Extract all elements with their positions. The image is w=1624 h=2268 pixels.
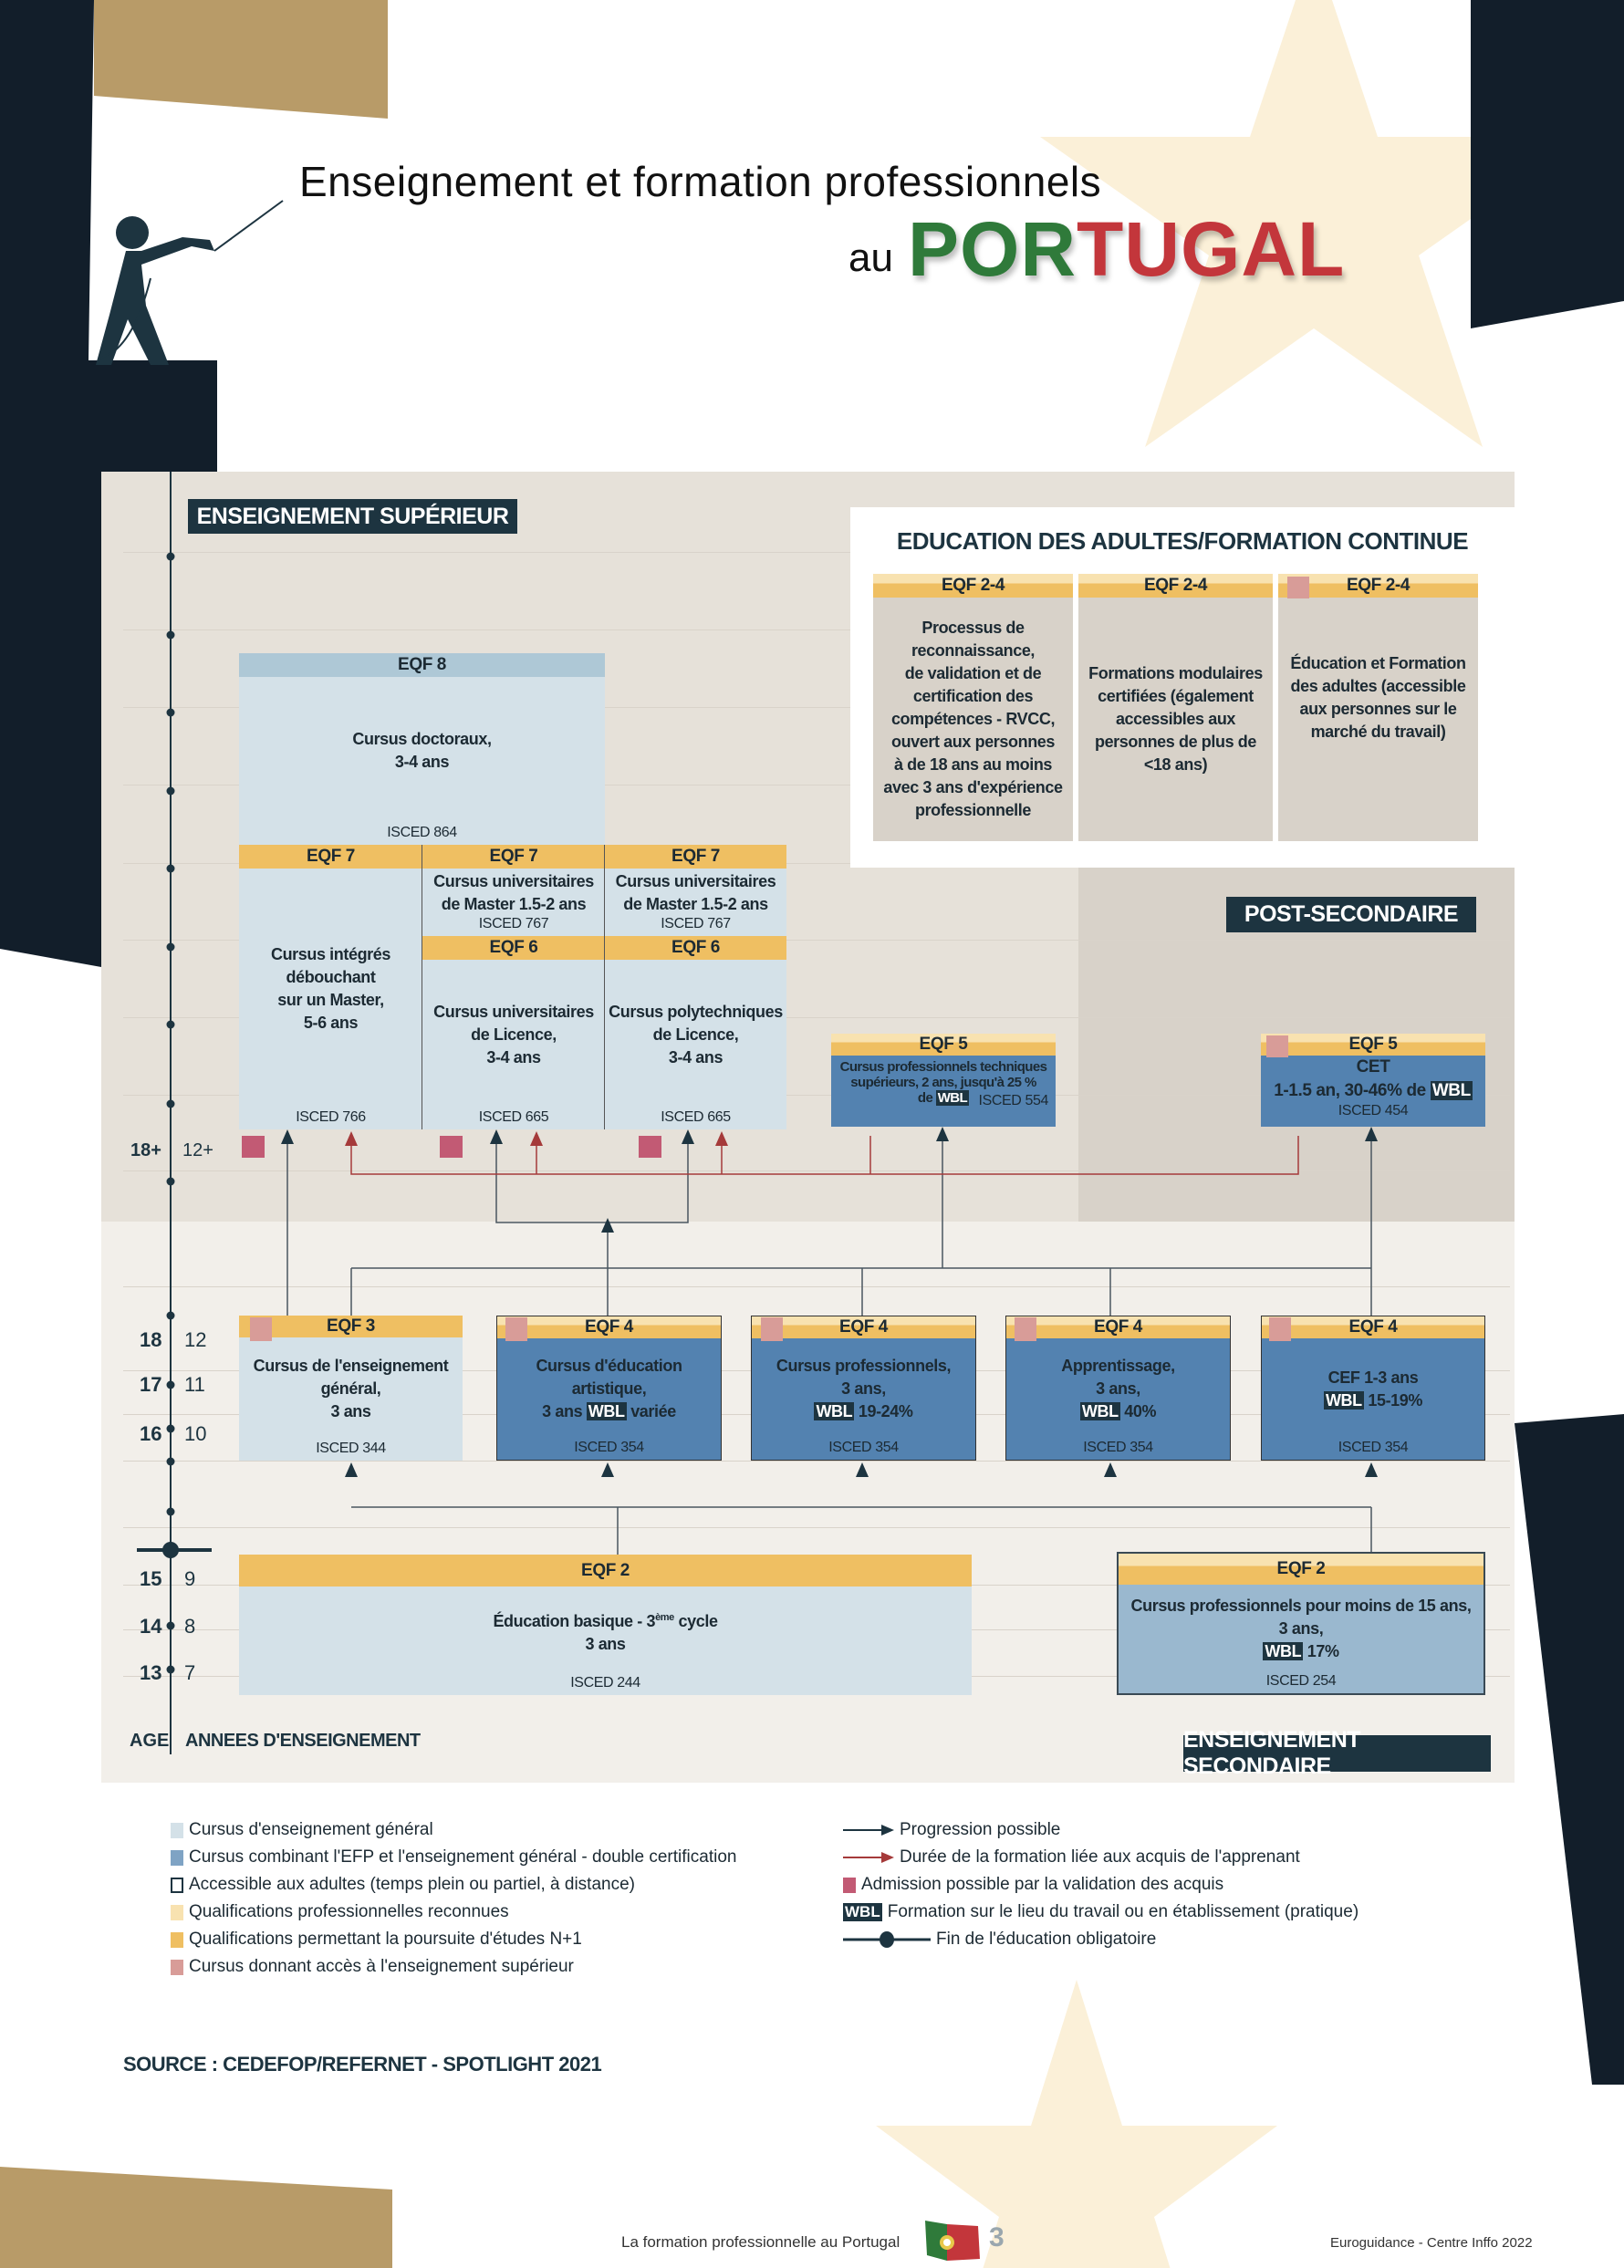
legend-swatch-icon [171,1905,183,1920]
admission-square-icon [843,1878,856,1893]
adult-text-line: des adultes (accessible [1290,677,1466,695]
legend-item: Progression possible [843,1820,1060,1840]
legend-swatch-icon [171,1960,183,1975]
wbl-badge: WBL [1265,1642,1302,1660]
arrowhead-icon [682,1129,694,1144]
legend-item: Durée de la formation liée aux acquis de l'apprenant [843,1847,1300,1867]
axis-tick-dot [167,631,175,640]
legend-item: WBL Formation sur le lieu du travail ou en établissement (pratique) [845,1902,1359,1921]
legend-item: Qualifications professionnelles reconnues [171,1902,509,1922]
wbl-badge: WBL [937,1090,968,1106]
eqf-label: EQF 4 [497,1316,721,1338]
adult-text-line: marché du travail) [1310,723,1446,741]
legend-item: Cursus d'enseignement général [171,1820,433,1840]
apprenticeship-box: EQF 4 Apprentissage, 3 ans, WBL 40% ISCED 354 [1005,1316,1231,1461]
page-number: 3 [989,2222,1005,2252]
access-square-icon [250,1317,272,1341]
eqf-label: EQF 2 [239,1555,972,1587]
axis-tick-dot [167,1622,175,1630]
age-label: 18+ [130,1140,161,1160]
arrowhead-icon [856,1462,869,1477]
access-square-icon [1287,577,1309,598]
year-label: 12+ [182,1140,213,1160]
age-label: 18 [140,1328,162,1351]
adult-text-line: Éducation et Formation [1290,654,1466,672]
arrowhead-icon [1365,1462,1378,1477]
legend-item: Cursus donnant accès à l'enseignement supérieur [171,1957,574,1977]
adult-text-line: ouvert aux personnes [890,733,1056,751]
adult-text-line: à de 18 ans au moins [893,755,1053,774]
arrowhead-icon [936,1127,949,1141]
basic-education-box: EQF 2 Éducation basique - 3ème cycle 3 ans ISCED 244 [239,1555,972,1695]
axis-tick-dot [167,865,175,873]
title-au: au [848,235,893,280]
year-label: 7 [184,1661,196,1684]
adult-text-line: accessibles aux [1115,710,1236,728]
legend-swatch-icon [171,1823,183,1838]
year-label: 9 [184,1567,196,1590]
eqf-label: EQF 2-4 [1078,574,1273,598]
divider [604,845,605,1129]
eqf8-doctoral-box: EQF 8 Cursus doctoraux, 3-4 ans ISCED 864 [239,653,605,845]
axis-tick-dot [167,1381,175,1389]
legend-swatch-icon [171,1878,183,1893]
country-logo-text: PORTUGAL [908,206,1346,292]
arrowhead-icon [715,1131,728,1146]
age-label: 13 [140,1661,162,1684]
axis-tick-dot [167,1508,175,1516]
wbl-badge: WBL [816,1402,853,1420]
legend-swatch-icon [171,1850,183,1866]
arrowhead-icon [530,1131,543,1146]
eqf-label: EQF 4 [1262,1316,1484,1338]
access-square-icon [505,1317,527,1341]
admission-square-icon [639,1136,661,1158]
year-label: 11 [184,1373,205,1396]
axis-tick-dot [167,1178,175,1186]
adult-text-line: aux personnes sur le [1299,700,1457,718]
polytechnic-box: EQF 7 Cursus universitaires de Master 1.5-2 ans ISCED 767 EQF 6 Cursus polytechniques de Licence, 3-4 ans ISCED 665 [605,845,786,1129]
axis-tick-dot [167,943,175,952]
axis-tick-dot [167,1666,175,1674]
adult-text-line: professionnelle [914,801,1032,819]
section-label-secondaire: ENSEIGNEMENT SECONDAIRE [1183,1735,1491,1772]
arrowhead-icon [281,1129,294,1144]
legend-item: Qualifications permettant la poursuite d'études N+1 [171,1930,582,1950]
axis-tick-dot [167,1458,175,1466]
axis-tick-dot [167,1425,175,1433]
arrowhead-icon [1104,1462,1117,1477]
adult-text-line: Processus de [921,619,1025,637]
legend-swatch-icon [171,1932,183,1948]
arrowhead-icon [345,1131,358,1146]
axis-tick-dot [167,709,175,717]
section-label-adultes: EDUCATION DES ADULTES/FORMATION CONTINUE [896,527,1469,555]
eqf-label: EQF 4 [1006,1316,1230,1338]
axis-tick-dot [167,1100,175,1108]
age-label: 17 [140,1373,162,1396]
legend-item: Fin de l'éducation obligatoire [843,1930,1156,1950]
arrowhead-icon [601,1218,614,1233]
eqf-label: EQF 2 [1119,1554,1483,1585]
axis-tick-dot [167,553,175,561]
adult-text-line: certification des [912,687,1034,705]
wbl-badge-icon: WBL [845,1903,880,1920]
arrowhead-icon [1365,1127,1378,1141]
integrated-master-box: EQF 7 Cursus intégrés débouchant sur un Master, 5-6 ans ISCED 766 [239,845,422,1129]
eqf-label: EQF 6 [422,936,605,960]
adult-text-line: compétences - RVCC, [890,710,1056,728]
portugal-flag-icon [923,2217,982,2263]
isced-label: ISCED 864 [387,825,457,840]
axis-years-title: ANNEES D'ENSEIGNEMENT [185,1731,421,1751]
eqf-label: EQF 6 [605,936,786,960]
access-square-icon [1269,1317,1291,1341]
age-label: 15 [140,1567,162,1590]
axis-tick-dot [167,1312,175,1320]
eqf-label: EQF 7 [605,845,786,869]
cet-box: EQF 5 CET 1-1.5 an, 30-46% de WBL ISCED 454 [1261,1034,1485,1127]
legend-item: Admission possible par la validation des acquis [843,1875,1223,1895]
eqf-label: EQF 7 [239,845,422,869]
pro-under15-box: EQF 2 Cursus professionnels pour moins de 15 ans, 3 ans, WBL 17% ISCED 254 [1117,1552,1485,1695]
adult-text-line: reconnaissance, [911,641,1036,660]
access-square-icon [761,1317,783,1341]
adult-text-line: avec 3 ans d'expérience [883,778,1063,796]
year-label: 10 [184,1422,207,1445]
adult-rvcc-box [873,574,1073,841]
adult-text-line: <18 ans) [1143,755,1208,774]
arrowhead-icon [490,1129,503,1144]
year-label: 12 [184,1328,207,1351]
axis-tick-dot [167,787,175,796]
footer-title: La formation professionnelle au Portugal [621,2233,900,2251]
age-label: 14 [140,1615,162,1638]
year-label: 8 [184,1615,196,1638]
access-square-icon [1015,1317,1036,1341]
eqf-label: EQF 3 [239,1316,463,1337]
axis-age-title: AGE [130,1731,170,1751]
adult-efa-box [1278,574,1478,841]
tech-superieur-box: EQF 5 Cursus professionnels techniques supérieurs, 2 ans, jusqu'à 25 % de WBL ISCED 554 [831,1034,1056,1127]
eqf-label: EQF 8 [239,653,605,677]
adult-text-line: de validation et de [904,664,1042,682]
wbl-badge: WBL [1325,1390,1362,1410]
admission-square-icon [242,1136,265,1158]
eqf-label: EQF 4 [752,1316,975,1338]
eqf-label: EQF 2-4 [873,574,1073,598]
red-arrow-icon [843,1850,894,1865]
wbl-badge: WBL [588,1402,625,1420]
adult-text-line: certifiées (également [1098,687,1254,705]
access-square-icon [1266,1035,1288,1057]
adult-text-line: personnes de plus de [1094,733,1257,751]
wbl-badge: WBL [1081,1402,1119,1420]
compulsory-end-dot [162,1542,179,1558]
general-secondary-box: EQF 3 Cursus de l'enseignement général, 3 ans ISCED 344 [239,1316,463,1461]
eqf-label: EQF 2-4 [1278,574,1478,598]
age-label: 16 [140,1422,162,1445]
adult-modular-box [1078,574,1273,841]
legend-item: Cursus combinant l'EFP et l'enseignement général - double certification [171,1847,736,1867]
eqf-label: EQF 7 [422,845,605,869]
compulsory-end-icon [843,1931,931,1948]
adult-text-line: Formations modulaires [1088,664,1263,682]
footer-credit: Euroguidance - Centre Inffo 2022 [1330,2235,1533,2251]
eqf-label: EQF 5 [831,1034,1056,1056]
legend-item: Accessible aux adultes (temps plein ou partiel, à distance) [171,1875,635,1895]
eqf-label: EQF 5 [1261,1034,1485,1056]
page-title: Enseignement et formation professionnels [299,158,1102,205]
wbl-badge: WBL [1431,1081,1471,1100]
arrowhead-icon [601,1462,614,1477]
axis-tick-dot [167,1021,175,1029]
section-label-superieur: ENSEIGNEMENT SUPÉRIEUR [188,499,517,534]
dark-arrow-icon [843,1823,894,1837]
source-note: SOURCE : CEDEFOP/REFERNET - SPOTLIGHT 2021 [123,2053,602,2076]
isced-label: ISCED 766 [296,1109,366,1125]
section-label-post-secondaire: POST-SECONDAIRE [1226,897,1476,932]
artistic-box: EQF 4 Cursus d'éducation artistique, 3 ans WBL variée ISCED 354 [496,1316,722,1461]
cef-box: EQF 4 CEF 1-3 ans WBL 15-19% ISCED 354 [1261,1316,1485,1461]
admission-square-icon [440,1136,463,1158]
professional-box: EQF 4 Cursus professionnels, 3 ans, WBL 19-24% ISCED 354 [751,1316,976,1461]
university-box: EQF 7 Cursus universitaires de Master 1.5-2 ans ISCED 767 EQF 6 Cursus universitaires de Licence, 3-4 ans ISCED 665 [422,845,605,1129]
arrowhead-icon [345,1462,358,1477]
